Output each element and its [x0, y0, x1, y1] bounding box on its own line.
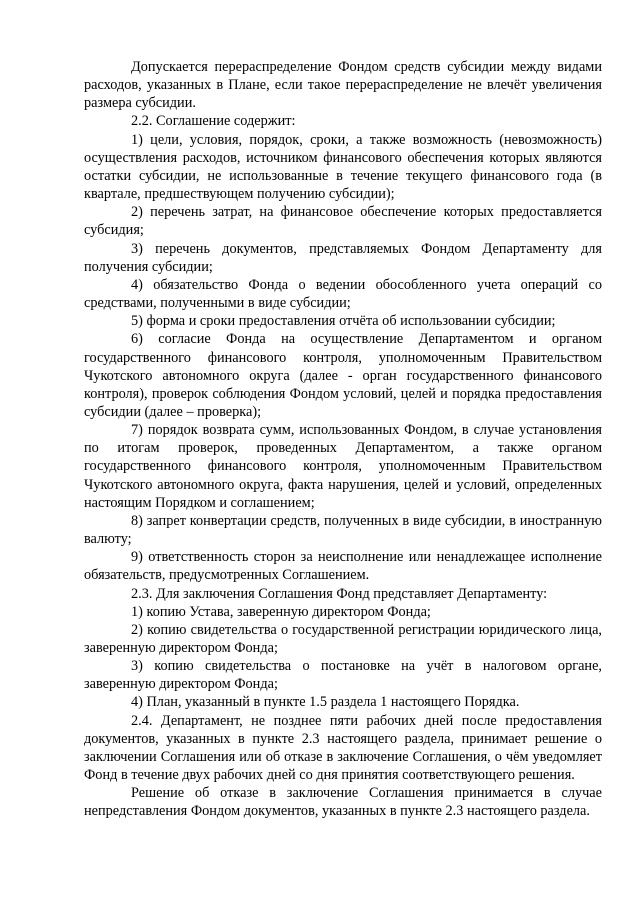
paragraph-2-2-heading: 2.2. Соглашение содержит: [131, 113, 296, 130]
list-item-2-3-1: 1) копию Устава, заверенную директором Фонда; [131, 603, 431, 620]
paragraph-2-3-heading: 2.3. Для заключения Соглашения Фонд представляет Департаменту: [131, 585, 548, 602]
list-item-2-3-3: 3) копию свидетельства о постановке на учёт в налоговом органе, заверенную директором Фонда; [84, 658, 602, 693]
list-item-2-2-4: 4) обязательство Фонда о ведении обособленного учета операций со средствами, полученными в виде субсидии; [84, 276, 602, 312]
list-item-2-2-7: 7) порядок возврата сумм, использованных Фондом, в случае установления по итогам проверок, проведенных Департаментом, а также органом государственного финансового контроля, уполномоченным Правительством Чукотского автономного округа, факта нарушения, целей и условий, определенных настоящим Порядком и соглашением; [84, 422, 602, 511]
list-item-2-2-1: 1) цели, условия, порядок, сроки, а также возможность (невозможность) осуществления расходов, источником финансового обеспечения которых являются остатки субсидии, не использованные в течение текущего финансового года (в квартале, предшествующем получению субсидии); [84, 131, 602, 203]
list-item-2-2-3: 3) перечень документов, представляемых Фондом Департаменту для получения субсидии; [84, 240, 602, 275]
list-item-2-2-9: 9) ответственность сторон за неисполнение или ненадлежащее исполнение обязательств, предусмотренных Соглашением. [84, 549, 602, 584]
document-body [84, 58, 602, 821]
list-item-2-3-4: 4) План, указанный в пункте 1.5 раздела 1 настоящего Порядка. [131, 694, 520, 711]
list-item-2-2-5: 5) форма и сроки предоставления отчёта об использовании субсидии; [131, 313, 556, 330]
list-item-2-2-2: 2) перечень затрат, на финансовое обеспечение которых предоставляется субсидия; [84, 204, 602, 239]
list-item-2-2-8: 8) запрет конвертации средств, полученных в виде субсидии, в иностранную валюту; [84, 512, 602, 548]
paragraph-redistribution: Допускается перераспределение Фондом средств субсидии между видами расходов, указанных в Плане, если такое перераспределение не влечёт увеличения размера субсидии. [84, 59, 602, 112]
list-item-2-2-6: 6) согласие Фонда на осуществление Департаментом и органом государственного финансового контроля, уполномоченным Правительством Чукотского автономного округа (далее - орган государственного финансового контроля), проверок соблюдения Фондом условий, целей и порядка предоставления субсидии (далее – проверка); [84, 331, 602, 420]
paragraph-refusal: Решение об отказе в заключение Соглашения принимается в случае непредставления Фондом документов, указанных в пункте 2.3 настоящего раздела. [84, 785, 602, 820]
list-item-2-3-2: 2) копию свидетельства о государственной регистрации юридического лица, заверенную директором Фонда; [84, 621, 602, 656]
paragraph-2-4: 2.4. Департамент, не позднее пяти рабочих дней после предоставления документов, указанных в пункте 2.3 настоящего раздела, принимает решение о заключении Соглашения или об отказе в заключение Соглашения, о чём уведомляет Фонд в течение двух рабочих дней со дня принятия соответствующего решения. [84, 712, 602, 784]
